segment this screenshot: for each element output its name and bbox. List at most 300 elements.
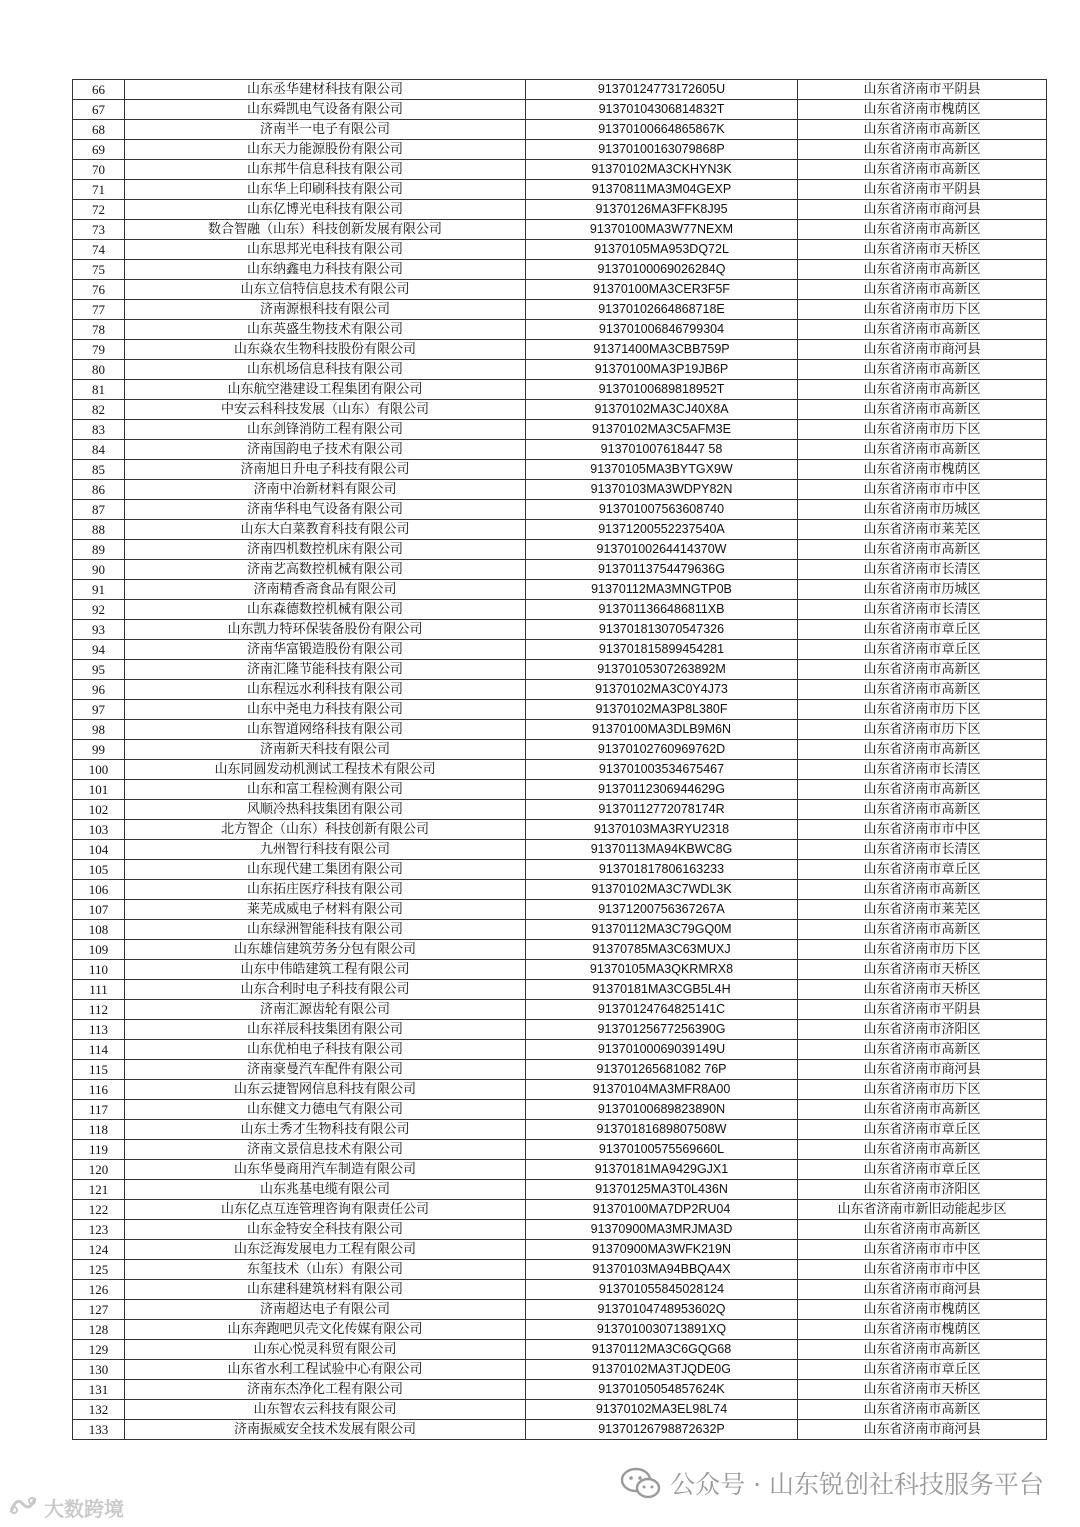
table-row: [73, 1400, 1047, 1420]
table-row: [73, 1420, 1047, 1440]
table-body: [73, 80, 1047, 1440]
credit-code-cell: 91370113MA94KBWC8G: [526, 840, 798, 860]
credit-code-cell: 91370181MA3CGB5L4H: [526, 980, 798, 1000]
credit-code-cell: 91370104306814832T: [526, 100, 798, 120]
row-number-cell: 101: [73, 780, 125, 800]
region-cell: 山东省济南市高新区: [798, 1220, 1047, 1240]
table-row: [73, 520, 1047, 540]
region-cell: 山东省济南市高新区: [798, 740, 1047, 760]
company-name-cell: 济南豪曼汽车配件有限公司: [125, 1060, 526, 1080]
company-name-cell: 济南中冶新材料有限公司: [125, 480, 526, 500]
company-name-cell: 山东华曼商用汽车制造有限公司: [125, 1160, 526, 1180]
region-cell: 山东省济南市高新区: [798, 320, 1047, 340]
credit-code-cell: 91370113754479636G: [526, 560, 798, 580]
row-number-cell: 75: [73, 260, 125, 280]
table-row: [73, 600, 1047, 620]
row-number-cell: 132: [73, 1400, 125, 1420]
table-row: [73, 1260, 1047, 1280]
credit-code-cell: 91370102664868718E: [526, 300, 798, 320]
table-row: [73, 1300, 1047, 1320]
credit-code-cell: 91370102MA3C7WDL3K: [526, 880, 798, 900]
table-row: [73, 1040, 1047, 1060]
credit-code-cell: 91370102MA3CJ40X8A: [526, 400, 798, 420]
row-number-cell: 121: [73, 1180, 125, 1200]
region-cell: 山东省济南市历下区: [798, 940, 1047, 960]
table-row: [73, 580, 1047, 600]
company-name-cell: 山东大白菜教育科技有限公司: [125, 520, 526, 540]
company-name-cell: 东玺技术（山东）有限公司: [125, 1260, 526, 1280]
company-name-cell: 济南汇隆节能科技有限公司: [125, 660, 526, 680]
region-cell: 山东省济南市平阴县: [798, 1000, 1047, 1020]
table-row: [73, 1220, 1047, 1240]
credit-code-cell: 91370100575569660L: [526, 1140, 798, 1160]
table-row: [73, 240, 1047, 260]
company-name-cell: 山东云捷智网信息科技有限公司: [125, 1080, 526, 1100]
table-row: [73, 1120, 1047, 1140]
table-row: [73, 500, 1047, 520]
row-number-cell: 84: [73, 440, 125, 460]
company-name-cell: 山东雄信建筑劳务分包有限公司: [125, 940, 526, 960]
row-number-cell: 76: [73, 280, 125, 300]
table-row: [73, 320, 1047, 340]
table-row: [73, 840, 1047, 860]
company-name-cell: 北方智企（山东）科技创新有限公司: [125, 820, 526, 840]
company-name-cell: 山东土秀才生物科技有限公司: [125, 1120, 526, 1140]
credit-code-cell: 91370105MA953DQ72L: [526, 240, 798, 260]
company-name-cell: 山东合利时电子科技有限公司: [125, 980, 526, 1000]
table-row: [73, 400, 1047, 420]
row-number-cell: 129: [73, 1340, 125, 1360]
company-name-cell: 山东现代建工集团有限公司: [125, 860, 526, 880]
company-name-cell: 济南振威安全技术发展有限公司: [125, 1420, 526, 1440]
row-number-cell: 118: [73, 1120, 125, 1140]
region-cell: 山东省济南市历下区: [798, 300, 1047, 320]
table-row: [73, 800, 1047, 820]
wechat-logo-icon: [620, 1466, 662, 1500]
credit-code-cell: 91371200756367267A: [526, 900, 798, 920]
region-cell: 山东省济南市高新区: [798, 780, 1047, 800]
credit-code-cell: 913701815899454281: [526, 640, 798, 660]
row-number-cell: 93: [73, 620, 125, 640]
company-name-cell: 山东金特安全科技有限公司: [125, 1220, 526, 1240]
brand-name: 大数跨境: [44, 1496, 124, 1521]
row-number-cell: 78: [73, 320, 125, 340]
row-number-cell: 102: [73, 800, 125, 820]
credit-code-cell: 91370103MA94BBQA4X: [526, 1260, 798, 1280]
table-row: [73, 200, 1047, 220]
region-cell: 山东省济南市市中区: [798, 1260, 1047, 1280]
table-row: [73, 360, 1047, 380]
company-name-cell: 山东中尧电力科技有限公司: [125, 700, 526, 720]
row-number-cell: 130: [73, 1360, 125, 1380]
row-number-cell: 71: [73, 180, 125, 200]
company-name-cell: 山东泛海发展电力工程有限公司: [125, 1240, 526, 1260]
region-cell: 山东省济南市天桥区: [798, 960, 1047, 980]
region-cell: 山东省济南市长清区: [798, 840, 1047, 860]
region-cell: 山东省济南市章丘区: [798, 1160, 1047, 1180]
row-number-cell: 97: [73, 700, 125, 720]
row-number-cell: 70: [73, 160, 125, 180]
region-cell: 山东省济南市高新区: [798, 920, 1047, 940]
account-watermark: [620, 1466, 1044, 1500]
table-row: [73, 1280, 1047, 1300]
table-row: [73, 760, 1047, 780]
row-number-cell: 81: [73, 380, 125, 400]
table-row: [73, 1100, 1047, 1120]
region-cell: 山东省济南市高新区: [798, 120, 1047, 140]
row-number-cell: 128: [73, 1320, 125, 1340]
row-number-cell: 107: [73, 900, 125, 920]
region-cell: 山东省济南市高新区: [798, 160, 1047, 180]
credit-code-cell: 91370100069039149U: [526, 1040, 798, 1060]
table-row: [73, 440, 1047, 460]
region-cell: 山东省济南市高新区: [798, 880, 1047, 900]
credit-code-cell: 91370112772078174R: [526, 800, 798, 820]
row-number-cell: 89: [73, 540, 125, 560]
credit-code-cell: 91370811MA3M04GEXP: [526, 180, 798, 200]
table-row: [73, 80, 1047, 100]
company-name-cell: 山东邦牛信息科技有限公司: [125, 160, 526, 180]
brand-watermark: [8, 1492, 124, 1522]
row-number-cell: 112: [73, 1000, 125, 1020]
table-row: [73, 740, 1047, 760]
credit-code-cell: 91370105MA3QKRMRX8: [526, 960, 798, 980]
company-name-cell: 风顺冷热科技集团有限公司: [125, 800, 526, 820]
region-cell: 山东省济南市商河县: [798, 340, 1047, 360]
table-row: [73, 260, 1047, 280]
row-number-cell: 87: [73, 500, 125, 520]
row-number-cell: 91: [73, 580, 125, 600]
credit-code-cell: 91370100689823890N: [526, 1100, 798, 1120]
credit-code-cell: 91370124773172605U: [526, 80, 798, 100]
table-row: [73, 940, 1047, 960]
company-name-cell: 山东优柏电子科技有限公司: [125, 1040, 526, 1060]
company-name-cell: 山东剑锋消防工程有限公司: [125, 420, 526, 440]
row-number-cell: 113: [73, 1020, 125, 1040]
credit-code-cell: 91370181689807508W: [526, 1120, 798, 1140]
table-row: [73, 1160, 1047, 1180]
company-name-cell: 山东凯力特环保装备股份有限公司: [125, 620, 526, 640]
row-number-cell: 122: [73, 1200, 125, 1220]
table-row: [73, 680, 1047, 700]
company-name-cell: 山东思邦光电科技有限公司: [125, 240, 526, 260]
row-number-cell: 114: [73, 1040, 125, 1060]
region-cell: 山东省济南市高新区: [798, 280, 1047, 300]
credit-code-cell: 91370785MA3C63MUXJ: [526, 940, 798, 960]
credit-code-cell: 91370100MA7DP2RU04: [526, 1200, 798, 1220]
company-name-cell: 山东亿点互连管理咨询有限责任公司: [125, 1200, 526, 1220]
credit-code-cell: 91370105307263892M: [526, 660, 798, 680]
table-row: [73, 1140, 1047, 1160]
credit-code-cell: 91370100664865867K: [526, 120, 798, 140]
row-number-cell: 123: [73, 1220, 125, 1240]
table-row: [73, 1080, 1047, 1100]
region-cell: 山东省济南市高新区: [798, 440, 1047, 460]
region-cell: 山东省济南市高新区: [798, 1100, 1047, 1120]
company-name-cell: 数合智融（山东）科技创新发展有限公司: [125, 220, 526, 240]
credit-code-cell: 91370102MA3P8L380F: [526, 700, 798, 720]
company-name-cell: 济南国韵电子技术有限公司: [125, 440, 526, 460]
company-name-cell: 山东立信特信息技术有限公司: [125, 280, 526, 300]
credit-code-cell: 91370100MA3P19JB6P: [526, 360, 798, 380]
table-row: [73, 920, 1047, 940]
row-number-cell: 127: [73, 1300, 125, 1320]
credit-code-cell: 91370102MA3EL98L74: [526, 1400, 798, 1420]
region-cell: 山东省济南市莱芜区: [798, 520, 1047, 540]
row-number-cell: 126: [73, 1280, 125, 1300]
credit-code-cell: 9137011366486811XB: [526, 600, 798, 620]
region-cell: 山东省济南市商河县: [798, 1280, 1047, 1300]
credit-code-cell: 91370104MA3MFR8A00: [526, 1080, 798, 1100]
credit-code-cell: 91370112MA3C79GQ0M: [526, 920, 798, 940]
brand-logo-icon: [8, 1494, 38, 1521]
credit-code-cell: 91370181MA9429GJX1: [526, 1160, 798, 1180]
table-row: [73, 300, 1047, 320]
company-name-cell: 济南旭日升电子科技有限公司: [125, 460, 526, 480]
region-cell: 山东省济南市槐荫区: [798, 1320, 1047, 1340]
credit-code-cell: 91370102MA3C5AFM3E: [526, 420, 798, 440]
row-number-cell: 79: [73, 340, 125, 360]
credit-code-cell: 91370105054857624K: [526, 1380, 798, 1400]
table-row: [73, 980, 1047, 1000]
region-cell: 山东省济南市市中区: [798, 1240, 1047, 1260]
region-cell: 山东省济南市高新区: [798, 360, 1047, 380]
credit-code-cell: 91370100163079868P: [526, 140, 798, 160]
company-list-table: [72, 79, 1047, 1440]
company-name-cell: 济南超达电子有限公司: [125, 1300, 526, 1320]
row-number-cell: 82: [73, 400, 125, 420]
company-name-cell: 山东舜凯电气设备有限公司: [125, 100, 526, 120]
region-cell: 山东省济南市章丘区: [798, 860, 1047, 880]
company-name-cell: 济南新天科技有限公司: [125, 740, 526, 760]
region-cell: 山东省济南市长清区: [798, 600, 1047, 620]
row-number-cell: 111: [73, 980, 125, 1000]
company-name-cell: 山东拓庄医疗科技有限公司: [125, 880, 526, 900]
table-row: [73, 640, 1047, 660]
region-cell: 山东省济南市市中区: [798, 820, 1047, 840]
table-row: [73, 420, 1047, 440]
credit-code-cell: 91370103MA3WDPY82N: [526, 480, 798, 500]
region-cell: 山东省济南市历下区: [798, 700, 1047, 720]
row-number-cell: 86: [73, 480, 125, 500]
credit-code-cell: 913701265681082 76P: [526, 1060, 798, 1080]
table-row: [73, 820, 1047, 840]
row-number-cell: 85: [73, 460, 125, 480]
region-cell: 山东省济南市济阳区: [798, 1180, 1047, 1200]
credit-code-cell: 9137010030713891XQ: [526, 1320, 798, 1340]
account-name: 公众号 · 山东锐创社科技服务平台: [670, 1470, 1044, 1499]
table-row: [73, 860, 1047, 880]
company-name-cell: 山东奔跑吧贝壳文化传媒有限公司: [125, 1320, 526, 1340]
region-cell: 山东省济南市高新区: [798, 540, 1047, 560]
company-name-cell: 山东智农云科技有限公司: [125, 1400, 526, 1420]
row-number-cell: 117: [73, 1100, 125, 1120]
table-row: [73, 1060, 1047, 1080]
region-cell: 山东省济南市高新区: [798, 1040, 1047, 1060]
table-row: [73, 160, 1047, 180]
region-cell: 山东省济南市天桥区: [798, 240, 1047, 260]
company-name-cell: 山东绿洲智能科技有限公司: [125, 920, 526, 940]
company-name-cell: 山东同圆发动机测试工程技术有限公司: [125, 760, 526, 780]
region-cell: 山东省济南市槐荫区: [798, 100, 1047, 120]
credit-code-cell: 91370124764825141C: [526, 1000, 798, 1020]
table-row: [73, 180, 1047, 200]
credit-code-cell: 91370112MA3MNGTP0B: [526, 580, 798, 600]
credit-code-cell: 913701006846799304: [526, 320, 798, 340]
company-name-cell: 山东机场信息科技有限公司: [125, 360, 526, 380]
region-cell: 山东省济南市章丘区: [798, 620, 1047, 640]
row-number-cell: 120: [73, 1160, 125, 1180]
table-row: [73, 620, 1047, 640]
company-name-cell: 山东森德数控机械有限公司: [125, 600, 526, 620]
row-number-cell: 96: [73, 680, 125, 700]
credit-code-cell: 91370100264414370W: [526, 540, 798, 560]
table-row: [73, 1200, 1047, 1220]
company-name-cell: 中安云科科技发展（山东）有限公司: [125, 400, 526, 420]
table-row: [73, 380, 1047, 400]
company-name-cell: 济南艺高数控机械有限公司: [125, 560, 526, 580]
table-row: [73, 120, 1047, 140]
credit-code-cell: 91370900MA3WFK219N: [526, 1240, 798, 1260]
row-number-cell: 68: [73, 120, 125, 140]
credit-code-cell: 91370100MA3CER3F5F: [526, 280, 798, 300]
row-number-cell: 124: [73, 1240, 125, 1260]
company-name-cell: 山东兆基电缆有限公司: [125, 1180, 526, 1200]
row-number-cell: 66: [73, 80, 125, 100]
region-cell: 山东省济南市历城区: [798, 580, 1047, 600]
credit-code-cell: 91370112306944629G: [526, 780, 798, 800]
company-name-cell: 济南华富锻造股份有限公司: [125, 640, 526, 660]
company-name-cell: 山东焱农生物科技股份有限公司: [125, 340, 526, 360]
company-name-cell: 济南汇源齿轮有限公司: [125, 1000, 526, 1020]
credit-code-cell: 91370100069026284Q: [526, 260, 798, 280]
row-number-cell: 67: [73, 100, 125, 120]
table-row: [73, 660, 1047, 680]
region-cell: 山东省济南市商河县: [798, 1060, 1047, 1080]
row-number-cell: 115: [73, 1060, 125, 1080]
company-name-cell: 山东和富工程检测有限公司: [125, 780, 526, 800]
table-row: [73, 700, 1047, 720]
company-name-cell: 山东建科建筑材料有限公司: [125, 1280, 526, 1300]
row-number-cell: 69: [73, 140, 125, 160]
table-row: [73, 1380, 1047, 1400]
row-number-cell: 73: [73, 220, 125, 240]
row-number-cell: 77: [73, 300, 125, 320]
region-cell: 山东省济南市商河县: [798, 1420, 1047, 1440]
company-name-cell: 山东天力能源股份有限公司: [125, 140, 526, 160]
region-cell: 山东省济南市高新区: [798, 1340, 1047, 1360]
credit-code-cell: 91370126MA3FFK8J95: [526, 200, 798, 220]
row-number-cell: 80: [73, 360, 125, 380]
table-row: [73, 1320, 1047, 1340]
credit-code-cell: 91370104748953602Q: [526, 1300, 798, 1320]
credit-code-cell: 91370102MA3TJQDE0G: [526, 1360, 798, 1380]
company-name-cell: 济南源根科技有限公司: [125, 300, 526, 320]
table-row: [73, 1020, 1047, 1040]
company-name-cell: 山东省水利工程试验中心有限公司: [125, 1360, 526, 1380]
region-cell: 山东省济南市济阳区: [798, 1020, 1047, 1040]
row-number-cell: 95: [73, 660, 125, 680]
credit-code-cell: 91370100MA3DLB9M6N: [526, 720, 798, 740]
credit-code-cell: 91370102760969762D: [526, 740, 798, 760]
company-name-cell: 九州智行科技有限公司: [125, 840, 526, 860]
region-cell: 山东省济南市槐荫区: [798, 1300, 1047, 1320]
region-cell: 山东省济南市高新区: [798, 800, 1047, 820]
row-number-cell: 90: [73, 560, 125, 580]
credit-code-cell: 913701817806163233: [526, 860, 798, 880]
region-cell: 山东省济南市长清区: [798, 560, 1047, 580]
region-cell: 山东省济南市高新区: [798, 660, 1047, 680]
table-row: [73, 480, 1047, 500]
region-cell: 山东省济南市高新区: [798, 1400, 1047, 1420]
table-row: [73, 780, 1047, 800]
table-row: [73, 140, 1047, 160]
table-row: [73, 460, 1047, 480]
table-row: [73, 220, 1047, 240]
row-number-cell: 94: [73, 640, 125, 660]
region-cell: 山东省济南市平阴县: [798, 80, 1047, 100]
table-row: [73, 720, 1047, 740]
company-name-cell: 莱芜成威电子材料有限公司: [125, 900, 526, 920]
region-cell: 山东省济南市章丘区: [798, 1360, 1047, 1380]
row-number-cell: 109: [73, 940, 125, 960]
table-row: [73, 900, 1047, 920]
table-row: [73, 540, 1047, 560]
table-row: [73, 1240, 1047, 1260]
company-name-cell: 山东中伟皓建筑工程有限公司: [125, 960, 526, 980]
company-name-cell: 济南半一电子有限公司: [125, 120, 526, 140]
region-cell: 山东省济南市莱芜区: [798, 900, 1047, 920]
company-name-cell: 山东心悦灵科贸有限公司: [125, 1340, 526, 1360]
credit-code-cell: 91370105MA3BYTGX9W: [526, 460, 798, 480]
row-number-cell: 125: [73, 1260, 125, 1280]
row-number-cell: 108: [73, 920, 125, 940]
company-name-cell: 山东丞华建材科技有限公司: [125, 80, 526, 100]
row-number-cell: 105: [73, 860, 125, 880]
company-name-cell: 山东程远水利科技有限公司: [125, 680, 526, 700]
company-name-cell: 济南四机数控机床有限公司: [125, 540, 526, 560]
company-name-cell: 山东健文力德电气有限公司: [125, 1100, 526, 1120]
table-row: [73, 1000, 1047, 1020]
row-number-cell: 133: [73, 1420, 125, 1440]
table-row: [73, 560, 1047, 580]
credit-code-cell: 91370900MA3MRJMA3D: [526, 1220, 798, 1240]
company-name-cell: 山东亿博光电科技有限公司: [125, 200, 526, 220]
company-name-cell: 济南东杰净化工程有限公司: [125, 1380, 526, 1400]
credit-code-cell: 91370100689818952T: [526, 380, 798, 400]
table-row: [73, 280, 1047, 300]
row-number-cell: 72: [73, 200, 125, 220]
region-cell: 山东省济南市历城区: [798, 500, 1047, 520]
credit-code-cell: 91371400MA3CBB759P: [526, 340, 798, 360]
region-cell: 山东省济南市高新区: [798, 220, 1047, 240]
row-number-cell: 106: [73, 880, 125, 900]
row-number-cell: 74: [73, 240, 125, 260]
table-row: [73, 880, 1047, 900]
credit-code-cell: 91370103MA3RYU2318: [526, 820, 798, 840]
row-number-cell: 103: [73, 820, 125, 840]
region-cell: 山东省济南市章丘区: [798, 640, 1047, 660]
region-cell: 山东省济南市槐荫区: [798, 460, 1047, 480]
credit-code-cell: 913701003534675467: [526, 760, 798, 780]
row-number-cell: 131: [73, 1380, 125, 1400]
row-number-cell: 104: [73, 840, 125, 860]
table-row: [73, 1360, 1047, 1380]
row-number-cell: 99: [73, 740, 125, 760]
company-name-cell: 山东华上印刷科技有限公司: [125, 180, 526, 200]
credit-code-cell: 91370102MA3C0Y4J73: [526, 680, 798, 700]
region-cell: 山东省济南市历下区: [798, 420, 1047, 440]
